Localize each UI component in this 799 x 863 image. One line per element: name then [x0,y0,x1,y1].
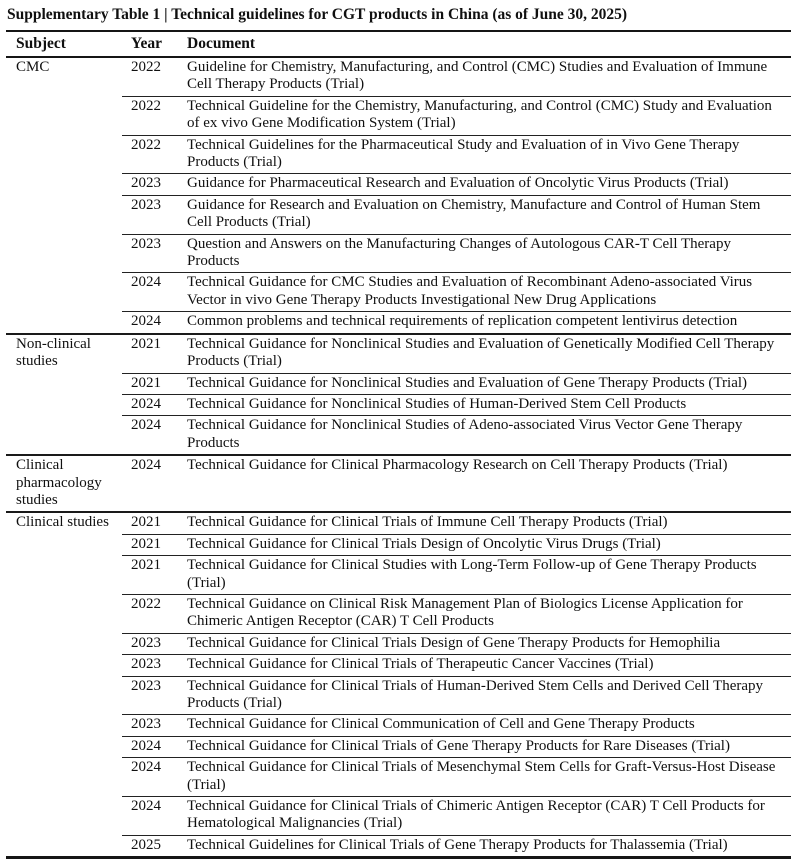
table-row [6,195,791,234]
year-cell: 2022 [122,135,179,174]
year-cell: 2024 [122,312,179,334]
year-cell: 2021 [122,534,179,555]
year-cell: 2023 [122,715,179,736]
table-row [6,534,791,555]
table-row [6,512,791,534]
document-cell: Technical Guidelines for the Pharmaceutical Study and Evaluation of in Vivo Gene Therapy Products (Trial) [179,135,791,174]
table-row [6,312,791,334]
table-header [6,31,791,57]
year-cell: 2024 [122,394,179,415]
year-cell: 2021 [122,556,179,595]
year-cell: 2025 [122,835,179,857]
document-cell: Technical Guidelines for Clinical Trials of Gene Therapy Products for Thalassemia (Trial) [179,835,791,857]
document-cell: Guidance for Pharmaceutical Research and Evaluation of Oncolytic Virus Products (Trial) [179,174,791,195]
document-cell: Question and Answers on the Manufacturing Changes of Autologous CAR-T Cell Therapy Products [179,234,791,273]
year-cell: 2024 [122,797,179,836]
year-cell: 2023 [122,655,179,676]
year-cell: 2024 [122,736,179,757]
table-row [6,96,791,135]
subject-cell: Non-clinical studies [6,334,122,455]
year-cell: 2024 [122,455,179,512]
table-row [6,736,791,757]
guidelines-table [6,30,791,859]
year-cell: 2022 [122,57,179,96]
table-row [6,174,791,195]
document-cell: Technical Guidance for Clinical Trials Design of Oncolytic Virus Drugs (Trial) [179,534,791,555]
table-row [6,633,791,654]
document-cell: Technical Guidance for Clinical Trials of Therapeutic Cancer Vaccines (Trial) [179,655,791,676]
document-cell: Technical Guidance for Nonclinical Studies and Evaluation of Gene Therapy Products (Trial) [179,373,791,394]
subject-cell: Clinical studies [6,512,122,857]
document-cell: Technical Guidance for Nonclinical Studies of Human-Derived Stem Cell Products [179,394,791,415]
year-cell: 2023 [122,174,179,195]
year-cell: 2024 [122,758,179,797]
header-row [6,31,791,57]
document-cell: Technical Guidance for Clinical Trials Design of Gene Therapy Products for Hemophilia [179,633,791,654]
table-row [6,334,791,373]
year-cell: 2023 [122,676,179,715]
table-row [6,273,791,312]
year-cell: 2023 [122,234,179,273]
table-row [6,715,791,736]
document-cell: Technical Guidance for Nonclinical Studies and Evaluation of Genetically Modified Cell Therapy Products (Trial) [179,334,791,373]
table-row [6,797,791,836]
table-row [6,835,791,857]
table-row [6,556,791,595]
table-row [6,135,791,174]
subject-cell: Clinical pharmacology studies [6,455,122,512]
table-body [6,57,791,858]
document-cell: Common problems and technical requirements of replication competent lentivirus detection [179,312,791,334]
document-cell: Technical Guidance for Clinical Trials of Mesenchymal Stem Cells for Graft-Versus-Host Disease (Trial) [179,758,791,797]
document-cell: Technical Guidance for Clinical Trials of Immune Cell Therapy Products (Trial) [179,512,791,534]
document-cell: Guidance for Research and Evaluation on Chemistry, Manufacture and Control of Human Stem Cell Products (Trial) [179,195,791,234]
table-row [6,655,791,676]
document-cell: Technical Guideline for the Chemistry, Manufacturing, and Control (CMC) Study and Evaluation of ex vivo Gene Modification System (Trial) [179,96,791,135]
document-cell: Technical Guidance for Nonclinical Studies of Adeno-associated Virus Vector Gene Therapy Products [179,416,791,455]
table-row [6,373,791,394]
table-title: Supplementary Table 1 | Technical guidelines for CGT products in China (as of June 30, 2025) [7,6,628,23]
document-cell: Technical Guidance on Clinical Risk Management Plan of Biologics License Application for Chimeric Antigen Receptor (CAR) T Cell Products [179,594,791,633]
year-cell: 2022 [122,96,179,135]
year-cell: 2022 [122,594,179,633]
document-cell: Guideline for Chemistry, Manufacturing, and Control (CMC) Studies and Evaluation of Immune Cell Therapy Products (Trial) [179,57,791,96]
table-row [6,594,791,633]
year-cell: 2024 [122,273,179,312]
subject-cell: CMC [6,57,122,334]
column-header-subject: Subject [6,31,122,57]
table-row [6,394,791,415]
year-cell: 2021 [122,512,179,534]
document-cell: Technical Guidance for Clinical Trials of Gene Therapy Products for Rare Diseases (Trial) [179,736,791,757]
document-cell: Technical Guidance for Clinical Studies with Long-Term Follow-up of Gene Therapy Products (Trial) [179,556,791,595]
document-cell: Technical Guidance for Clinical Communication of Cell and Gene Therapy Products [179,715,791,736]
table-row [6,455,791,512]
column-header-year: Year [122,31,179,57]
document-cell: Technical Guidance for Clinical Trials of Human-Derived Stem Cells and Derived Cell Therapy Products (Trial) [179,676,791,715]
year-cell: 2024 [122,416,179,455]
year-cell: 2023 [122,195,179,234]
document-cell: Technical Guidance for Clinical Pharmacology Research on Cell Therapy Products (Trial) [179,455,791,512]
table-row [6,234,791,273]
year-cell: 2021 [122,373,179,394]
year-cell: 2021 [122,334,179,373]
year-cell: 2023 [122,633,179,654]
table-row [6,676,791,715]
document-cell: Technical Guidance for CMC Studies and Evaluation of Recombinant Adeno-associated Virus Vector in vivo Gene Therapy Products Investigational New Drug Applications [179,273,791,312]
column-header-document: Document [179,31,791,57]
table-row [6,57,791,96]
table-row [6,758,791,797]
table-row [6,416,791,455]
document-cell: Technical Guidance for Clinical Trials of Chimeric Antigen Receptor (CAR) T Cell Products for Hematological Malignancies (Trial) [179,797,791,836]
